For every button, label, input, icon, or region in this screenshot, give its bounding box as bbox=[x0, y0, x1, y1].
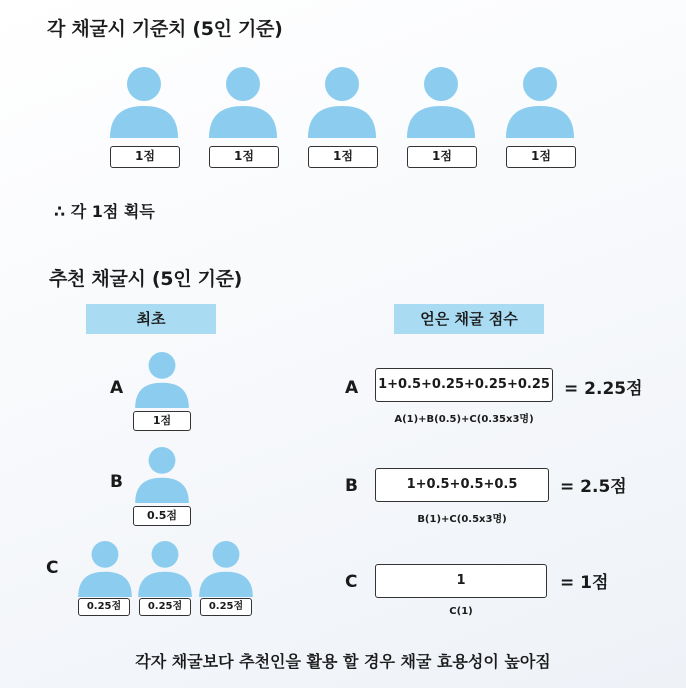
score-badge: 1점 bbox=[209, 146, 279, 168]
score-badge: 0.25점 bbox=[200, 598, 252, 616]
row-a-letter: A bbox=[110, 378, 124, 398]
row-c-letter-right: C bbox=[345, 572, 358, 592]
person-icon bbox=[136, 537, 194, 597]
person-icon bbox=[76, 537, 134, 597]
person-icon bbox=[405, 62, 477, 138]
initial-header: 최초 bbox=[86, 304, 216, 334]
person-icon bbox=[133, 443, 191, 503]
conclusion-text: ∴ 각 1점 획득 bbox=[54, 202, 155, 221]
score-badge: 0.25점 bbox=[78, 598, 130, 616]
person-icon bbox=[133, 348, 191, 408]
result-c: = 1점 bbox=[560, 573, 609, 593]
section2-title: 추천 채굴시 (5인 기준) bbox=[49, 268, 243, 290]
person-icon bbox=[207, 62, 279, 138]
formula-sub-a: A(1)+B(0.5)+C(0.35x3명) bbox=[394, 414, 534, 425]
row-b-letter: B bbox=[110, 472, 123, 492]
row-a-letter-right: A bbox=[345, 378, 359, 398]
row-b-letter-right: B bbox=[345, 476, 358, 496]
footer-note: 각자 채굴보다 추천인을 활용 할 경우 채굴 효용성이 높아짐 bbox=[135, 652, 551, 671]
result-b: = 2.5점 bbox=[560, 477, 627, 497]
score-badge: 0.25점 bbox=[139, 598, 191, 616]
formula-sub-b: B(1)+C(0.5x3명) bbox=[417, 514, 507, 525]
score-badge: 0.5점 bbox=[133, 506, 191, 526]
section1-title: 각 채굴시 기준치 (5인 기준) bbox=[47, 18, 283, 40]
formula-box-b: 1+0.5+0.5+0.5 bbox=[375, 468, 549, 502]
person-icon bbox=[306, 62, 378, 138]
person-icon bbox=[108, 62, 180, 138]
score-badge: 1점 bbox=[308, 146, 378, 168]
formula-sub-c: C(1) bbox=[449, 606, 473, 617]
result-a: = 2.25점 bbox=[564, 379, 643, 399]
formula-box-a: 1+0.5+0.25+0.25+0.25 bbox=[375, 368, 553, 402]
score-badge: 1점 bbox=[110, 146, 180, 168]
score-badge: 1점 bbox=[407, 146, 477, 168]
person-icon bbox=[504, 62, 576, 138]
score-header: 얻은 채굴 점수 bbox=[394, 304, 544, 334]
score-badge: 1점 bbox=[133, 411, 191, 431]
score-badge: 1점 bbox=[506, 146, 576, 168]
row-c-letter: C bbox=[46, 558, 59, 578]
formula-box-c: 1 bbox=[375, 564, 547, 598]
person-icon bbox=[197, 537, 255, 597]
